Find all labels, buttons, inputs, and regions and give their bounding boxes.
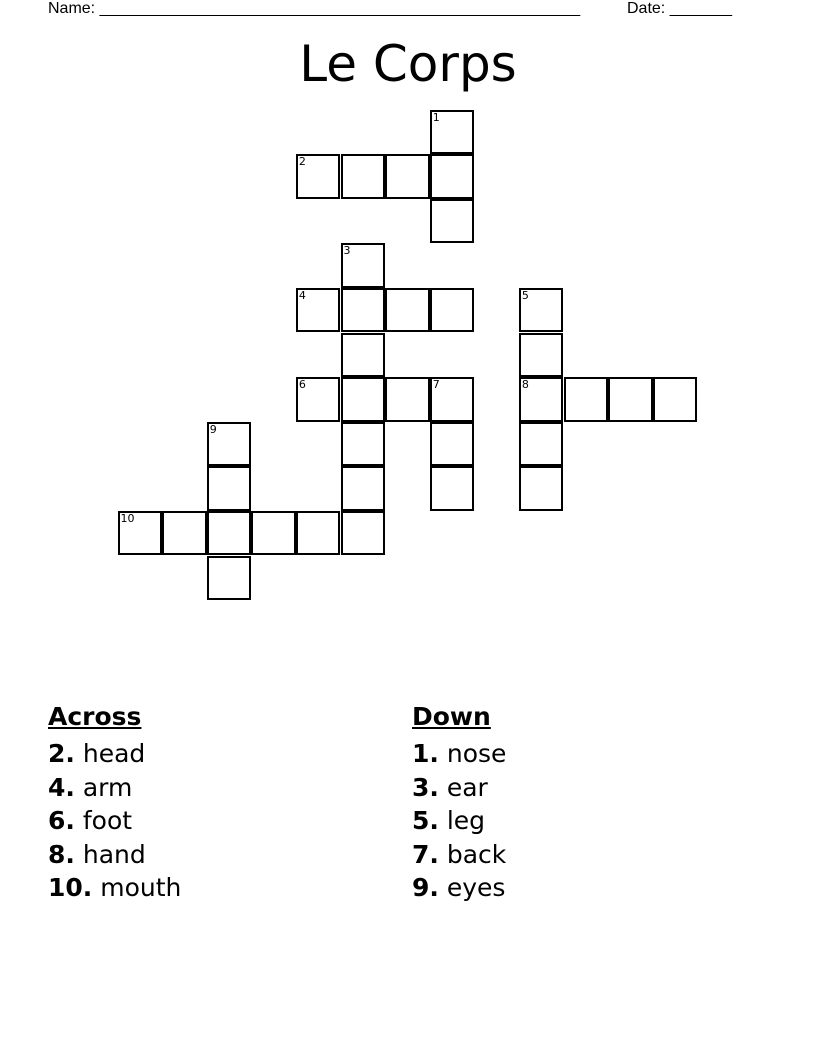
clue-down-7 xyxy=(412,838,506,872)
clue-across-4 xyxy=(48,771,181,805)
cell-number: 5 xyxy=(521,288,529,302)
crossword-cell[interactable] xyxy=(207,422,252,467)
crossword-cell[interactable] xyxy=(519,422,564,467)
crossword-cell[interactable] xyxy=(207,556,252,601)
clue-down-9 xyxy=(412,871,506,905)
clue-number: 9. xyxy=(412,873,439,902)
clue-text: nose xyxy=(446,739,507,768)
page-title: Le Corps xyxy=(299,35,517,93)
cell-number: 1 xyxy=(432,110,440,124)
crossword-cell[interactable] xyxy=(341,377,386,422)
cell-number: 6 xyxy=(298,378,306,392)
clue-text: foot xyxy=(82,806,133,835)
clue-text: arm xyxy=(82,772,133,802)
crossword-cell[interactable] xyxy=(251,511,296,556)
clue-text: mouth xyxy=(100,873,182,902)
crossword-cell[interactable] xyxy=(207,511,252,556)
crossword-cell[interactable] xyxy=(519,466,564,511)
crossword-cell[interactable] xyxy=(341,422,386,467)
clue-across-6 xyxy=(48,804,181,838)
crossword-cell[interactable] xyxy=(341,511,386,556)
crossword-cell[interactable] xyxy=(207,466,252,511)
crossword-cell[interactable] xyxy=(608,377,653,422)
cell-number: 8 xyxy=(521,378,529,392)
clue-across-10 xyxy=(48,871,181,905)
crossword-cell[interactable] xyxy=(385,154,430,199)
name-field[interactable]: Name: ______________________________________________________ xyxy=(48,0,581,17)
across-heading: Across xyxy=(48,702,142,731)
crossword-cell[interactable] xyxy=(296,154,341,199)
clue-number: 4. xyxy=(48,772,75,802)
clue-down-1 xyxy=(412,737,506,771)
crossword-cell[interactable] xyxy=(430,154,475,199)
crossword-cell[interactable] xyxy=(430,422,475,467)
crossword-cell[interactable] xyxy=(564,377,609,422)
crossword-cell[interactable] xyxy=(430,377,475,422)
across-clues xyxy=(48,702,181,905)
clue-text: leg xyxy=(446,806,486,835)
clue-across-8 xyxy=(48,838,181,872)
clue-number: 8. xyxy=(48,839,75,869)
clue-text: eyes xyxy=(446,873,506,902)
crossword-cell[interactable] xyxy=(341,154,386,199)
crossword-cell[interactable] xyxy=(341,333,386,378)
clue-number: 7. xyxy=(412,839,439,869)
date-field[interactable]: Date: _______ xyxy=(627,0,732,17)
crossword-cell[interactable] xyxy=(430,110,475,155)
clue-number: 5. xyxy=(412,806,439,835)
cell-number: 9 xyxy=(209,422,217,436)
cell-number: 7 xyxy=(432,378,440,392)
crossword-cell[interactable] xyxy=(296,511,341,556)
clue-down-5 xyxy=(412,804,506,838)
clue-text: ear xyxy=(446,772,488,802)
down-clues xyxy=(412,702,506,905)
clue-number: 2. xyxy=(48,739,75,768)
crossword-cell[interactable] xyxy=(430,288,475,333)
clue-number: 10. xyxy=(48,873,93,902)
crossword-cell[interactable] xyxy=(296,377,341,422)
crossword-cell[interactable] xyxy=(430,466,475,511)
down-heading: Down xyxy=(412,702,491,731)
clue-number: 6. xyxy=(48,806,75,835)
crossword-cell[interactable] xyxy=(162,511,207,556)
cell-number: 4 xyxy=(298,288,306,302)
crossword-cell[interactable] xyxy=(118,511,163,556)
crossword-cell[interactable] xyxy=(341,466,386,511)
crossword-cell[interactable] xyxy=(296,288,341,333)
crossword-cell[interactable] xyxy=(430,199,475,244)
clue-across-2 xyxy=(48,737,181,771)
clue-text: head xyxy=(82,739,146,768)
crossword-cell[interactable] xyxy=(653,377,698,422)
crossword-cell[interactable] xyxy=(519,288,564,333)
clue-text: back xyxy=(446,839,507,869)
clue-text: hand xyxy=(82,839,146,869)
crossword-cell[interactable] xyxy=(341,288,386,333)
clue-number: 1. xyxy=(412,739,439,768)
clue-number: 3. xyxy=(412,772,439,802)
cell-number: 2 xyxy=(298,155,306,169)
crossword-cell[interactable] xyxy=(385,288,430,333)
crossword-cell[interactable] xyxy=(341,243,386,288)
crossword-cell[interactable] xyxy=(519,377,564,422)
cell-number: 3 xyxy=(343,244,351,258)
crossword-cell[interactable] xyxy=(519,333,564,378)
cell-number: 10 xyxy=(120,511,135,525)
clue-down-3 xyxy=(412,771,506,805)
crossword-cell[interactable] xyxy=(385,377,430,422)
